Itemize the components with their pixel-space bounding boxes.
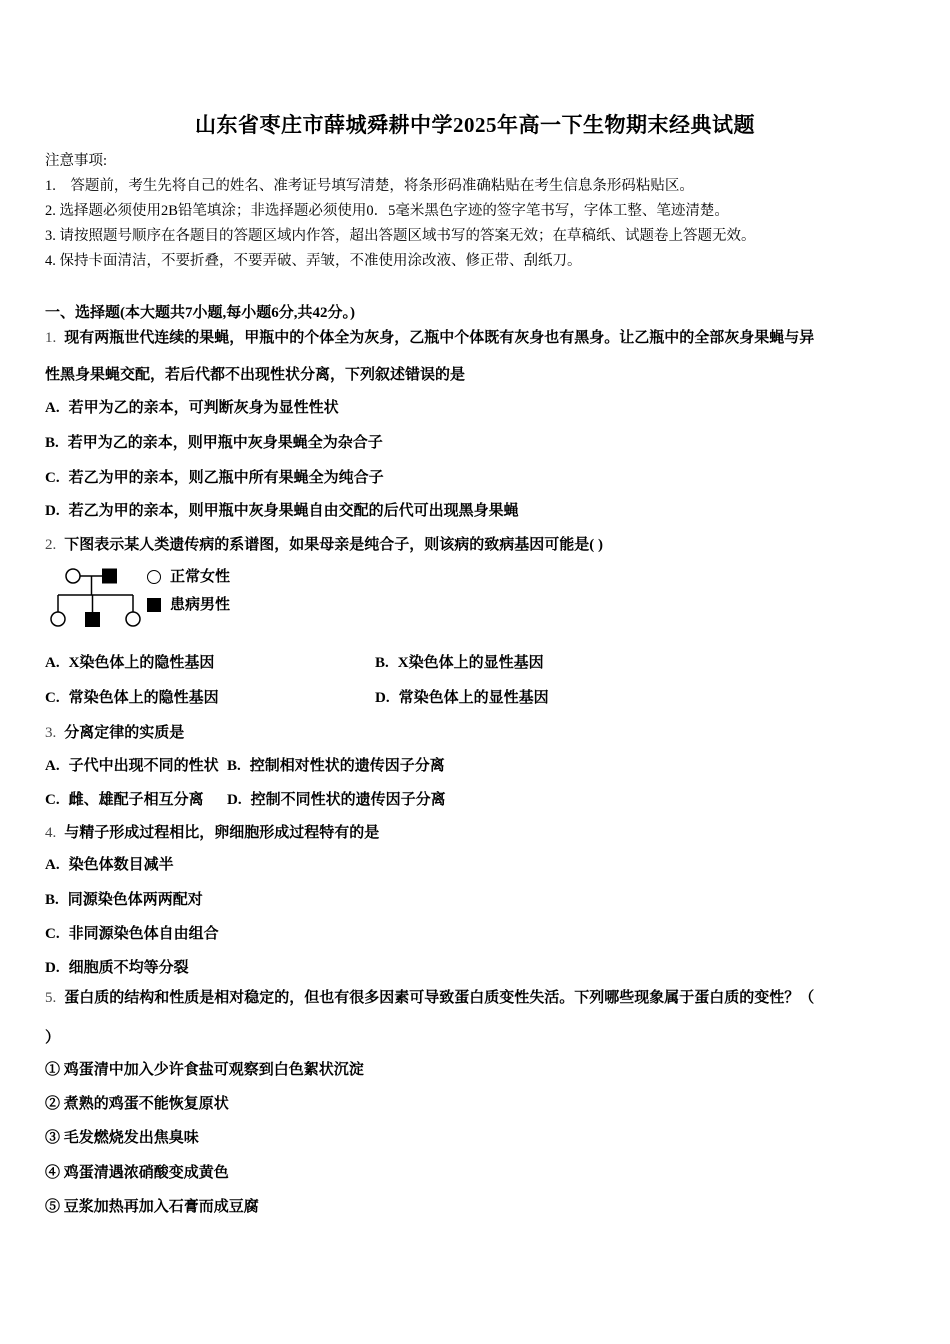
option-label: C. xyxy=(45,690,60,706)
question-stem xyxy=(45,990,905,1007)
option-b xyxy=(45,435,905,452)
statement-item-5: ⑤ 豆浆加热再加入石膏而成豆腐 xyxy=(45,1199,259,1215)
legend-label: 正常女性 xyxy=(170,569,231,585)
legend-label: 患病男性 xyxy=(170,597,231,613)
option-d xyxy=(45,960,905,977)
option-label: B. xyxy=(45,892,59,908)
option-text: 若乙为甲的亲本，则甲瓶中灰身果蝇自由交配的后代可出现黑身果蝇 xyxy=(68,503,519,519)
options-row xyxy=(45,655,905,672)
option-label: A. xyxy=(45,758,60,774)
option-c xyxy=(45,470,905,487)
daughter-normal-female-symbol xyxy=(126,612,140,626)
question-text: 下图表示某人类遗传病的系谱图，如果母亲是纯合子，则该病的致病基因可能是( ) xyxy=(64,537,603,553)
statement-item-4: ④ 鸡蛋清遇浓硝酸变成黄色 xyxy=(45,1165,229,1181)
question-number: 3. xyxy=(45,725,57,741)
son-affected-male-symbol xyxy=(85,612,100,627)
option-text: 细胞质不均等分裂 xyxy=(68,960,189,976)
option-label: D. xyxy=(227,792,242,808)
question-stem xyxy=(45,825,905,842)
daughter-normal-female-symbol xyxy=(51,612,65,626)
question-5 xyxy=(45,990,905,1216)
legend-normal-female xyxy=(147,569,230,585)
options-row xyxy=(45,690,905,707)
option-label: B. xyxy=(45,435,59,451)
page-content xyxy=(0,153,950,1216)
option-text: X染色体上的隐性基因 xyxy=(68,655,215,671)
notice-item: 1. 答题前，考生先将自己的姓名、准考证号填写清楚，将条形码准确粘贴在考生信息条形码粘贴区。 xyxy=(45,178,694,194)
options-row xyxy=(45,792,905,809)
option-label: B. xyxy=(227,758,241,774)
notice-item: 2. 选择题必须使用2B铅笔填涂；非选择题必须使用0．5毫米黑色字迹的签字笔书写，字体工整、笔迹清楚。 xyxy=(45,203,729,219)
question-text: 与精子形成过程相比，卵细胞形成过程特有的是 xyxy=(64,825,380,841)
page-title: 山东省枣庄市薛城舜耕中学2025年高一下生物期末经典试题 xyxy=(195,113,755,137)
question-1 xyxy=(45,330,905,520)
question-number: 4. xyxy=(45,825,57,841)
option-label: C. xyxy=(45,470,60,486)
option-label: A. xyxy=(45,655,60,671)
section-heading: 一、选择题(本大题共7小题,每小题6分,共42分。) xyxy=(45,305,355,321)
question-number: 5. xyxy=(45,990,57,1006)
option-b xyxy=(227,758,445,775)
option-label: A. xyxy=(45,400,60,416)
question-4 xyxy=(45,825,905,977)
question-2 xyxy=(45,537,905,707)
father-affected-male-symbol xyxy=(102,569,117,584)
option-text: 控制相对性状的遗传因子分离 xyxy=(249,758,445,774)
option-b xyxy=(45,892,905,909)
question-number: 1. xyxy=(45,330,57,346)
filled-square-icon xyxy=(147,598,161,612)
question-text: 分离定律的实质是 xyxy=(64,725,185,741)
notice-item: 3. 请按照题号顺序在各题目的答题区域内作答，超出答题区域书写的答案无效；在草稿纸、试题卷上答题无效。 xyxy=(45,228,756,244)
notice-item: 4. 保持卡面清洁，不要折叠，不要弄破、弄皱，不准使用涂改液、修正带、刮纸刀。 xyxy=(45,253,582,269)
option-text: 染色体数目减半 xyxy=(68,857,174,873)
option-text: 常染色体上的隐性基因 xyxy=(68,690,219,706)
option-d xyxy=(375,690,549,707)
option-d xyxy=(227,792,446,809)
question-stem xyxy=(45,330,905,347)
legend-affected-male xyxy=(147,597,230,613)
option-a xyxy=(45,857,905,874)
option-text: 若甲为乙的亲本，可判断灰身为显性性状 xyxy=(68,400,339,416)
option-label: C. xyxy=(45,926,60,942)
option-label: C. xyxy=(45,792,60,808)
question-number: 2. xyxy=(45,537,57,553)
option-text: 若甲为乙的亲本，则甲瓶中灰身果蝇全为杂合子 xyxy=(67,435,383,451)
option-text: 非同源染色体自由组合 xyxy=(68,926,219,942)
option-label: D. xyxy=(375,690,390,706)
option-text: 同源染色体两两配对 xyxy=(67,892,203,908)
question-text-continued: ） xyxy=(45,1030,61,1046)
option-label: D. xyxy=(45,503,60,519)
option-a xyxy=(45,400,905,417)
statement-item-1: ① 鸡蛋清中加入少许食盐可观察到白色絮状沉淀 xyxy=(45,1062,364,1078)
options-row xyxy=(45,758,905,775)
option-b xyxy=(375,655,544,672)
statement-item-2: ② 煮熟的鸡蛋不能恢复原状 xyxy=(45,1096,229,1112)
option-text: 若乙为甲的亲本，则乙瓶中所有果蝇全为纯合子 xyxy=(68,470,384,486)
pedigree-chart xyxy=(45,558,145,636)
option-text: 常染色体上的显性基因 xyxy=(398,690,549,706)
option-c xyxy=(45,792,227,809)
question-text: 现有两瓶世代连续的果蝇，甲瓶中的个体全为灰身，乙瓶中个体既有灰身也有黑身。让乙瓶中的全部灰身果蝇与异 xyxy=(64,330,815,346)
option-text: 雌、雄配子相互分离 xyxy=(68,792,204,808)
option-a xyxy=(45,758,227,775)
option-label: A. xyxy=(45,857,60,873)
option-d xyxy=(45,503,905,520)
mother-normal-female-symbol xyxy=(66,569,80,583)
question-text: 蛋白质的结构和性质是相对稳定的，但也有很多因素可导致蛋白质变性失活。下列哪些现象属于蛋白质的变性？（ xyxy=(64,990,815,1006)
option-label: B. xyxy=(375,655,389,671)
question-text-continued: 性黑身果蝇交配，若后代都不出现性状分离，下列叙述错误的是 xyxy=(45,367,466,383)
option-c xyxy=(45,926,905,943)
notice-heading: 注意事项: xyxy=(45,153,108,169)
option-text: 子代中出现不同的性状 xyxy=(68,758,219,774)
option-label: D. xyxy=(45,960,60,976)
open-circle-icon xyxy=(147,570,161,584)
option-c xyxy=(45,690,375,707)
option-a xyxy=(45,655,375,672)
option-text: 控制不同性状的遗传因子分离 xyxy=(250,792,446,808)
question-stem xyxy=(45,537,905,554)
question-3 xyxy=(45,725,905,809)
pedigree-diagram xyxy=(45,558,905,644)
question-stem xyxy=(45,725,905,742)
option-text: X染色体上的显性基因 xyxy=(397,655,544,671)
statement-item-3: ③ 毛发燃烧发出焦臭味 xyxy=(45,1130,199,1146)
